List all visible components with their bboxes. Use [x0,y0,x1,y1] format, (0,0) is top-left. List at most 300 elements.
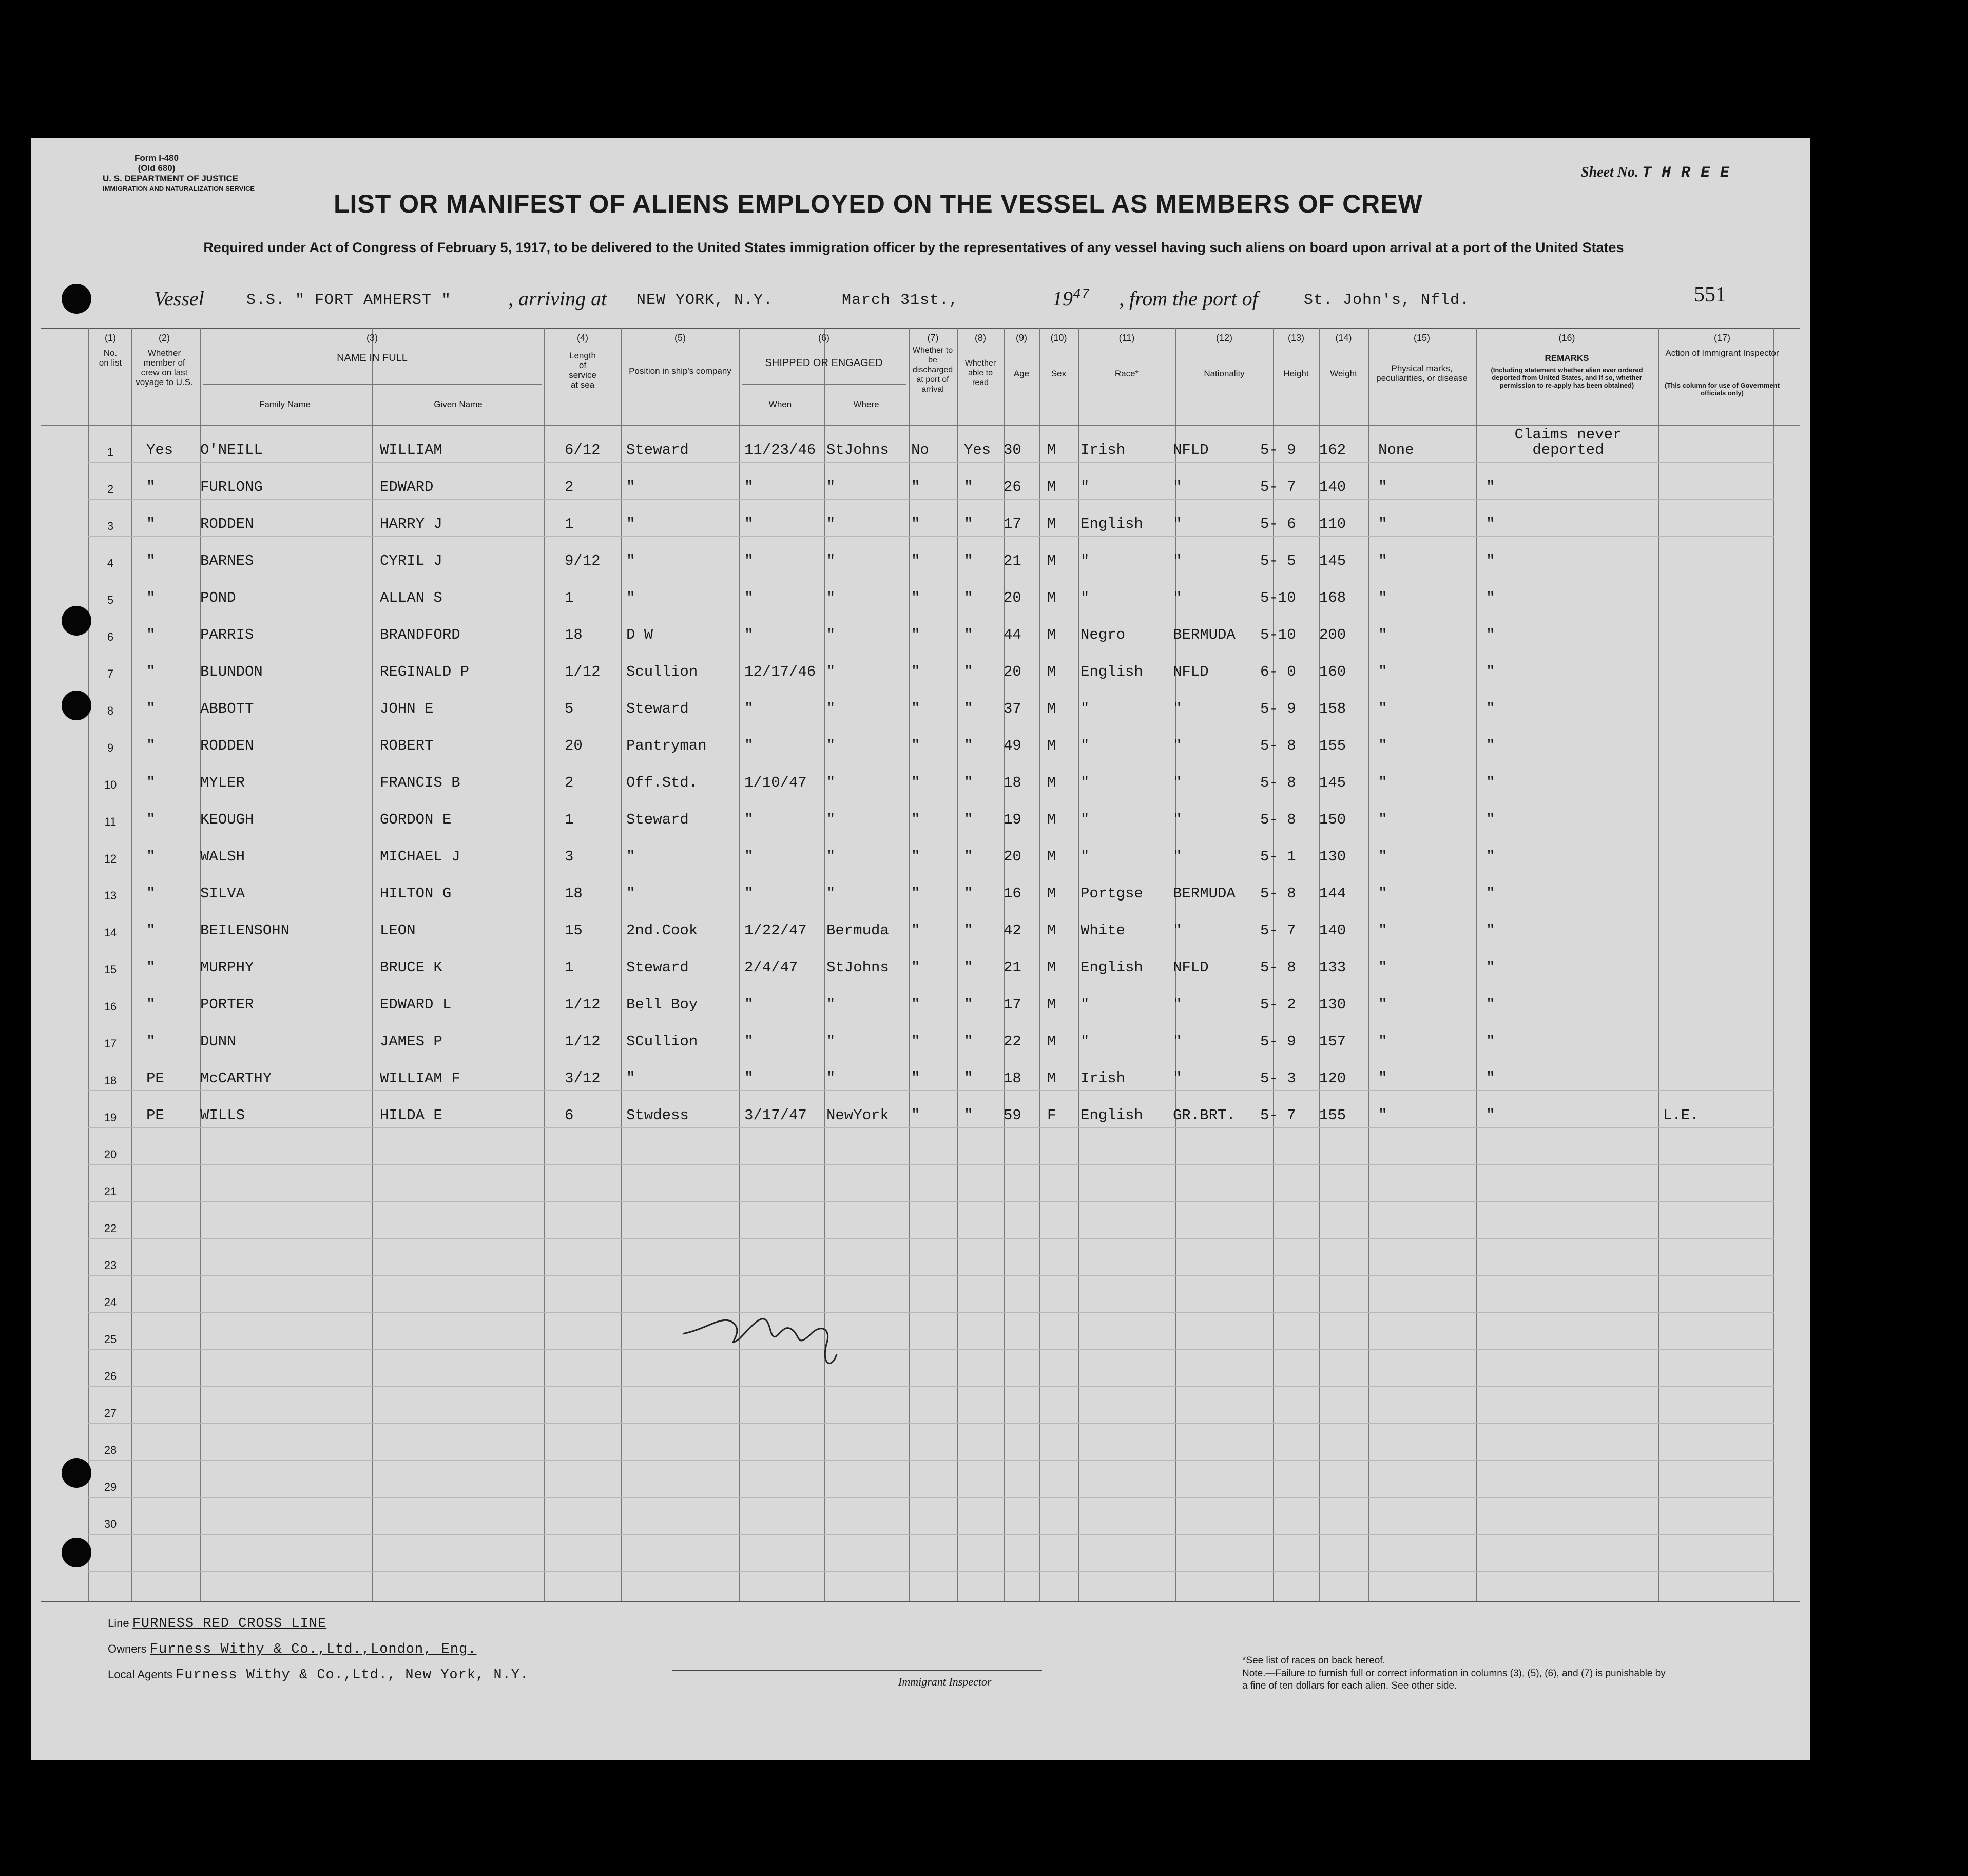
cell-sex: M [1047,959,1056,976]
cell-age: 16 [1004,885,1021,902]
cell-age: 21 [1004,959,1021,976]
cell-when: " [744,737,754,754]
column-rule [372,328,373,1601]
cell-member: " [146,774,156,791]
cell-where: " [826,515,836,532]
row-rule [88,1201,1774,1202]
cell-member: " [146,959,156,976]
cell-age: 49 [1004,737,1021,754]
row-rule [88,1349,1774,1350]
empty-row-number: 29 [104,1481,117,1494]
cell-sex: M [1047,885,1056,902]
cell-race: English [1081,515,1143,532]
cell-race: White [1081,922,1126,939]
cell-family: O'NEILL [200,442,263,458]
cell-given: WILLIAM F [380,1070,460,1087]
cell-when: " [744,848,754,865]
cell-sex: M [1047,1033,1056,1050]
cell-member: " [146,589,156,606]
cell-member: " [146,700,156,717]
cell-sex: M [1047,442,1056,458]
col-num-3: (3) [366,333,378,343]
cell-remarks: " [1486,515,1495,532]
cell-race: " [1081,996,1090,1013]
arriving-label: , arriving at [508,287,607,310]
cell-race: " [1081,700,1090,717]
cell-where: " [826,885,836,902]
cell-position: SCullion [626,1033,698,1050]
column-rule [739,328,740,1601]
cell-family: BEILENSOHN [200,922,290,939]
cell-marks: " [1378,552,1387,569]
cell-marks: " [1378,848,1387,865]
empty-row-number: 27 [104,1407,117,1420]
cell-member: " [146,515,156,532]
col-num-8: (8) [975,333,986,343]
cell-sex: M [1047,589,1056,606]
cell-position: " [626,515,635,532]
cell-given: BRANDFORD [380,626,460,643]
cell-sex: M [1047,848,1056,865]
cell-where: Bermuda [826,922,889,939]
cell-read: " [964,996,973,1013]
cell-family: SILVA [200,885,245,902]
cell-discharged: " [911,552,920,569]
cell-age: 18 [1004,774,1021,791]
row-rule [88,1423,1774,1424]
cell-family: BARNES [200,552,254,569]
cell-remarks: " [1486,959,1495,976]
cell-age: 18 [1004,1070,1021,1087]
column-rule [957,328,958,1601]
cell-member: " [146,626,156,643]
cell-sex: M [1047,626,1056,643]
agents-label: Local Agents [108,1668,172,1681]
cell-discharged: " [911,626,920,643]
form-old-number: (Old 680) [138,163,176,173]
cell-marks: " [1378,737,1387,754]
cell-read: " [964,478,973,495]
cell-position: D W [626,626,653,643]
cell-member: " [146,922,156,939]
sheet-number [1581,164,1730,182]
col-head-read: Whether able to read [964,359,996,387]
cell-marks: " [1378,922,1387,939]
cell-member: " [146,885,156,902]
binder-hole [62,606,91,636]
row-rule [88,1238,1774,1239]
year-prefix: 19 [1052,287,1073,310]
empty-row-number: 22 [104,1222,117,1235]
cell-service: 9/12 [565,552,601,569]
col-num-12: (12) [1215,333,1232,343]
cell-height: 5-10 [1260,626,1296,643]
name-subrule [203,384,542,385]
cell-read: " [964,589,973,606]
cell-family: BLUNDON [200,663,263,680]
binder-hole [62,691,91,720]
cell-read: " [964,1070,973,1087]
row-rule [88,1571,1774,1572]
cell-when: " [744,885,754,902]
table-bottom-rule [41,1601,1800,1602]
cell-where: " [826,737,836,754]
cell-remarks: " [1486,589,1495,606]
column-rule [824,328,825,1601]
cell-read: " [964,552,973,569]
cell-read: " [964,959,973,976]
cell-marks: " [1378,589,1387,606]
cell-height: 5- 7 [1260,478,1296,495]
shipped-subrule [742,384,906,385]
arrival-year [1052,286,1090,311]
empty-row-number: 28 [104,1444,117,1457]
cell-given: HARRY J [380,515,442,532]
cell-weight: 155 [1319,737,1346,754]
cell-remarks: " [1486,774,1495,791]
from-port-label: , from the port of [1119,287,1258,310]
cell-weight: 130 [1319,848,1346,865]
cell-when: 1/10/47 [744,774,807,791]
empty-row-number: 23 [104,1259,117,1272]
cell-weight: 140 [1319,922,1346,939]
arrival-port: NEW YORK, N.Y. [636,292,774,309]
cell-marks: " [1378,1070,1387,1087]
cell-weight: 110 [1319,515,1346,532]
cell-service: 15 [565,922,583,939]
cell-marks: " [1378,700,1387,717]
cell-position: " [626,1070,635,1087]
cell-nationality: " [1173,996,1182,1013]
cell-family: WILLS [200,1107,245,1124]
cell-weight: 150 [1319,811,1346,828]
col-num-1: (1) [105,333,116,343]
cell-nationality: " [1173,589,1182,606]
cell-sex: M [1047,737,1056,754]
cell-family: DUNN [200,1033,236,1050]
row-number: 18 [104,1074,117,1087]
cell-race: " [1081,848,1090,865]
cell-given: FRANCIS B [380,774,460,791]
col-head-discharged: Whether to be discharged at port of arrival [912,346,953,394]
cell-race: " [1081,811,1090,828]
cell-race: English [1081,959,1143,976]
cell-sex: M [1047,515,1056,532]
cell-service: 18 [565,626,583,643]
col-num-6: (6) [818,333,829,343]
binder-hole [62,1538,91,1567]
col-num-17: (17) [1713,333,1730,343]
line-label: Line [108,1617,129,1630]
form-identifier [103,153,255,194]
cell-service: 1 [565,515,574,532]
row-number: 3 [107,520,114,532]
column-rule [621,328,622,1601]
cell-nationality: BERMUDA [1173,626,1236,643]
cell-family: PARRIS [200,626,254,643]
cell-when: " [744,515,754,532]
inspector-label: Immigrant Inspector [898,1675,992,1688]
cell-weight: 145 [1319,774,1346,791]
line-value: FURNESS RED CROSS LINE [132,1616,327,1632]
cell-where: " [826,700,836,717]
manifest-sheet [31,138,1810,1760]
cell-given: JAMES P [380,1033,442,1050]
cell-marks: " [1378,959,1387,976]
cell-when: " [744,1070,754,1087]
cell-weight: 130 [1319,996,1346,1013]
cell-weight: 160 [1319,663,1346,680]
cell-read: " [964,1107,973,1124]
row-rule [88,1127,1774,1128]
row-rule [88,1534,1774,1535]
cell-sex: M [1047,478,1056,495]
cell-when: " [744,996,754,1013]
cell-where: " [826,626,836,643]
cell-nationality: " [1173,737,1182,754]
cell-marks: " [1378,1033,1387,1050]
cell-weight: 155 [1319,1107,1346,1124]
row-rule [88,462,1774,463]
cell-sex: M [1047,774,1056,791]
cell-member: PE [146,1107,164,1124]
cell-when: 2/4/47 [744,959,798,976]
cell-service: 20 [565,737,583,754]
cell-sex: M [1047,811,1056,828]
cell-weight: 144 [1319,885,1346,902]
cell-remarks: " [1486,1070,1495,1087]
row-rule [88,1497,1774,1498]
cell-given: JOHN E [380,700,434,717]
row-rule [88,1312,1774,1313]
cell-age: 42 [1004,922,1021,939]
cell-where: " [826,811,836,828]
row-number: 5 [107,594,114,606]
inspector-signature-line [672,1670,1042,1671]
row-number: 16 [104,1000,117,1013]
cell-when: 1/22/47 [744,922,807,939]
cell-family: POND [200,589,236,606]
cell-discharged: " [911,700,920,717]
cell-given: EDWARD [380,478,434,495]
row-number: 19 [104,1111,117,1124]
cell-nationality: " [1173,811,1182,828]
cell-where: NewYork [826,1107,889,1124]
cell-where: " [826,478,836,495]
cell-race: " [1081,589,1090,606]
cell-given: CYRIL J [380,552,442,569]
column-rule [1039,328,1040,1601]
cell-sex: M [1047,663,1056,680]
inspector-signature [678,1293,873,1375]
cell-weight: 140 [1319,478,1346,495]
cell-remarks: " [1486,552,1495,569]
col-num-10: (10) [1050,333,1067,343]
cell-given: HILDA E [380,1107,442,1124]
row-number: 13 [104,889,117,902]
cell-weight: 158 [1319,700,1346,717]
cell-remarks: " [1486,478,1495,495]
cell-service: 1/12 [565,663,601,680]
cell-given: MICHAEL J [380,848,460,865]
year-suffix: 47 [1073,286,1090,302]
cell-height: 5-10 [1260,589,1296,606]
cell-marks: " [1378,774,1387,791]
cell-discharged: " [911,922,920,939]
cell-marks: " [1378,996,1387,1013]
cell-service: 2 [565,774,574,791]
cell-discharged: " [911,1107,920,1124]
department-name: U. S. DEPARTMENT OF JUSTICE [103,174,239,183]
races-note: *See list of races on back hereof. [1242,1655,1385,1666]
empty-row-number: 20 [104,1148,117,1161]
cell-discharged: " [911,663,920,680]
cell-height: 5- 8 [1260,811,1296,828]
column-rule [909,328,910,1601]
row-number: 10 [104,778,117,791]
owners-label: Owners [108,1642,147,1655]
cell-read: " [964,1033,973,1050]
col-head-marks: Physical marks, peculiarities, or disease [1376,363,1468,383]
col-head-family: Family Name [259,399,311,409]
cell-height: 5- 9 [1260,442,1296,458]
cell-height: 5- 6 [1260,515,1296,532]
cell-nationality: NFLD [1173,663,1209,680]
row-number: 15 [104,963,117,976]
column-rule [1773,328,1774,1601]
cell-family: RODDEN [200,737,254,754]
cell-service: 1 [565,959,574,976]
page-title: LIST OR MANIFEST OF ALIENS EMPLOYED ON THE VESSEL AS MEMBERS OF CREW [334,189,1423,218]
cell-member: " [146,737,156,754]
col-num-2: (2) [159,333,170,343]
cell-age: 20 [1004,848,1021,865]
cell-weight: 145 [1319,552,1346,569]
cell-nationality: GR.BRT. [1173,1107,1236,1124]
row-rule [88,1460,1774,1461]
cell-discharged: " [911,774,920,791]
cell-family: KEOUGH [200,811,254,828]
row-rule [88,499,1774,500]
col-head-weight: Weight [1330,369,1357,378]
cell-when: 3/17/47 [744,1107,807,1124]
cell-discharged: " [911,589,920,606]
cell-given: REGINALD P [380,663,470,680]
row-rule [88,1275,1774,1276]
cell-position: " [626,478,635,495]
row-number: 6 [107,630,114,643]
cell-discharged: No [911,442,929,458]
cell-nationality: NFLD [1173,959,1209,976]
col-head-age: Age [1013,369,1030,378]
row-rule [88,1386,1774,1387]
cell-height: 5- 8 [1260,774,1296,791]
empty-row-number: 25 [104,1333,117,1346]
row-number: 17 [104,1037,117,1050]
col-head-remarks: REMARKS [1545,353,1589,363]
col-head-member: Whether member of crew on last voyage to U.S. [136,348,193,387]
row-number: 1 [107,446,114,458]
service-name: IMMIGRATION AND NATURALIZATION SERVICE [103,185,255,193]
cell-when: " [744,589,754,606]
cell-discharged: " [911,996,920,1013]
col-head-shipped: SHIPPED OR ENGAGED [765,357,883,369]
cell-service: 3 [565,848,574,865]
cell-given: EDWARD L [380,996,452,1013]
cell-nationality: " [1173,700,1182,717]
cell-read: Yes [964,442,991,458]
departure-port: St. John's, Nfld. [1304,292,1470,309]
cell-when: 12/17/46 [744,663,816,680]
cell-height: 5- 2 [1260,996,1296,1013]
col-num-14: (14) [1335,333,1352,343]
cell-position: Steward [626,811,689,828]
owners-value: Furness Withy & Co.,Ltd.,London, Eng. [149,1642,477,1657]
col-head-name: NAME IN FULL [337,352,408,363]
cell-height: 5- 3 [1260,1070,1296,1087]
cell-remarks: " [1486,1033,1495,1050]
row-number: 8 [107,704,114,717]
cell-marks: " [1378,515,1387,532]
cell-read: " [964,848,973,865]
row-number: 11 [104,815,117,828]
cell-race: Irish [1081,442,1126,458]
empty-row-number: 26 [104,1370,117,1383]
col-head-height: Height [1283,369,1309,378]
page-number: 551 [1694,283,1726,307]
row-number: 2 [107,483,114,495]
col-head-where: Where [853,399,879,409]
cell-when: " [744,478,754,495]
column-rule [1476,328,1477,1601]
cell-given: ALLAN S [380,589,442,606]
cell-where: " [826,663,836,680]
cell-race: Negro [1081,626,1126,643]
cell-read: " [964,663,973,680]
cell-read: " [964,922,973,939]
column-rule [1658,328,1659,1601]
cell-where: StJohns [826,959,889,976]
cell-age: 20 [1004,589,1021,606]
cell-age: 22 [1004,1033,1021,1050]
cell-when: " [744,811,754,828]
cell-sex: M [1047,922,1056,939]
cell-position: Off.Std. [626,774,698,791]
cell-sex: M [1047,700,1056,717]
cell-member: PE [146,1070,164,1087]
col-head-given: Given Name [434,399,483,409]
cell-given: WILLIAM [380,442,442,458]
cell-family: McCARTHY [200,1070,272,1087]
cell-family: FURLONG [200,478,263,495]
cell-height: 5- 7 [1260,922,1296,939]
cell-discharged: " [911,1033,920,1050]
cell-nationality: " [1173,774,1182,791]
cell-age: 20 [1004,663,1021,680]
cell-where: " [826,774,836,791]
cell-position: " [626,552,635,569]
cell-weight: 162 [1319,442,1346,458]
cell-height: 5- 1 [1260,848,1296,865]
table-top-rule [41,328,1800,329]
agents-value: Furness Withy & Co.,Ltd., New York, N.Y. [176,1668,529,1683]
cell-where: StJohns [826,442,889,458]
cell-age: 37 [1004,700,1021,717]
cell-nationality: " [1173,848,1182,865]
cell-race: " [1081,737,1090,754]
cell-service: 6/12 [565,442,601,458]
col-num-4: (4) [577,333,588,343]
